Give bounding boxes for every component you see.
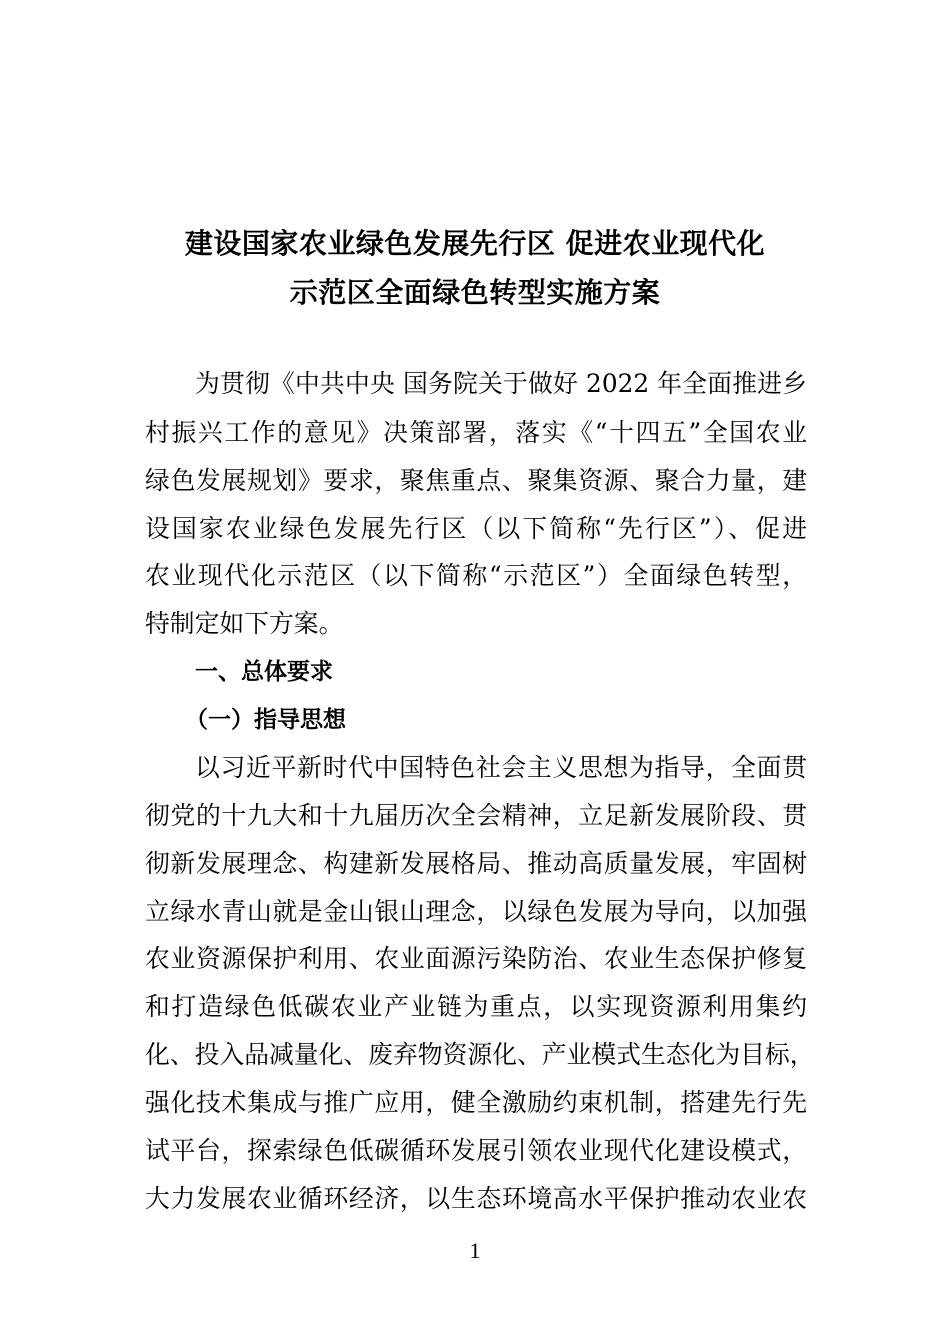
page-number: 1 [469, 1238, 481, 1263]
paragraph-line: 村振兴工作的意见》决策部署，落实《“十四五”全国农业 [145, 418, 807, 447]
paragraph-line: 农业现代化示范区（以下简称“示范区”）全面绿色转型， [145, 561, 807, 590]
paragraph-line: 强化技术集成与推广应用，健全激励约束机制，搭建先行先 [145, 1088, 807, 1117]
subsection-heading: （一）指导思想 [185, 707, 346, 733]
paragraph-line: 大力发展农业循环经济，以生态环境高水平保护推动农业农 [145, 1184, 807, 1213]
paragraph-line: 试平台，探索绿色低碳循环发展引领农业现代化建设模式， [145, 1136, 807, 1165]
document-title-line-2: 示范区全面绿色转型实施方案 [289, 276, 661, 309]
paragraph-line: 以习近平新时代中国特色社会主义思想为指导，全面贯 [195, 753, 807, 782]
document-title-line-1: 建设国家农业绿色发展先行区 促进农业现代化 [184, 227, 766, 260]
paragraph-line: 特制定如下方案。 [145, 609, 344, 638]
paragraph-line: 绿色发展规划》要求，聚焦重点、聚集资源、聚合力量，建 [145, 466, 807, 495]
paragraph-line: 为贯彻《中共中央 国务院关于做好 2022 年全面推进乡 [195, 369, 807, 398]
paragraph-line: 和打造绿色低碳农业产业链为重点，以实现资源利用集约 [145, 992, 807, 1021]
paragraph-line: 设国家农业绿色发展先行区（以下简称“先行区”）、促进 [145, 514, 807, 543]
paragraph-line: 立绿水青山就是金山银山理念，以绿色发展为导向，以加强 [145, 897, 807, 926]
paragraph-line: 彻新发展理念、构建新发展格局、推动高质量发展，牢固树 [145, 849, 807, 878]
paragraph-line: 化、投入品减量化、废弃物资源化、产业模式生态化为目标， [145, 1040, 815, 1069]
paragraph-line: 农业资源保护利用、农业面源污染防治、农业生态保护修复 [145, 944, 807, 973]
paragraph-line: 彻党的十九大和十九届历次全会精神，立足新发展阶段、贯 [145, 801, 807, 830]
section-heading: 一、总体要求 [195, 659, 333, 685]
